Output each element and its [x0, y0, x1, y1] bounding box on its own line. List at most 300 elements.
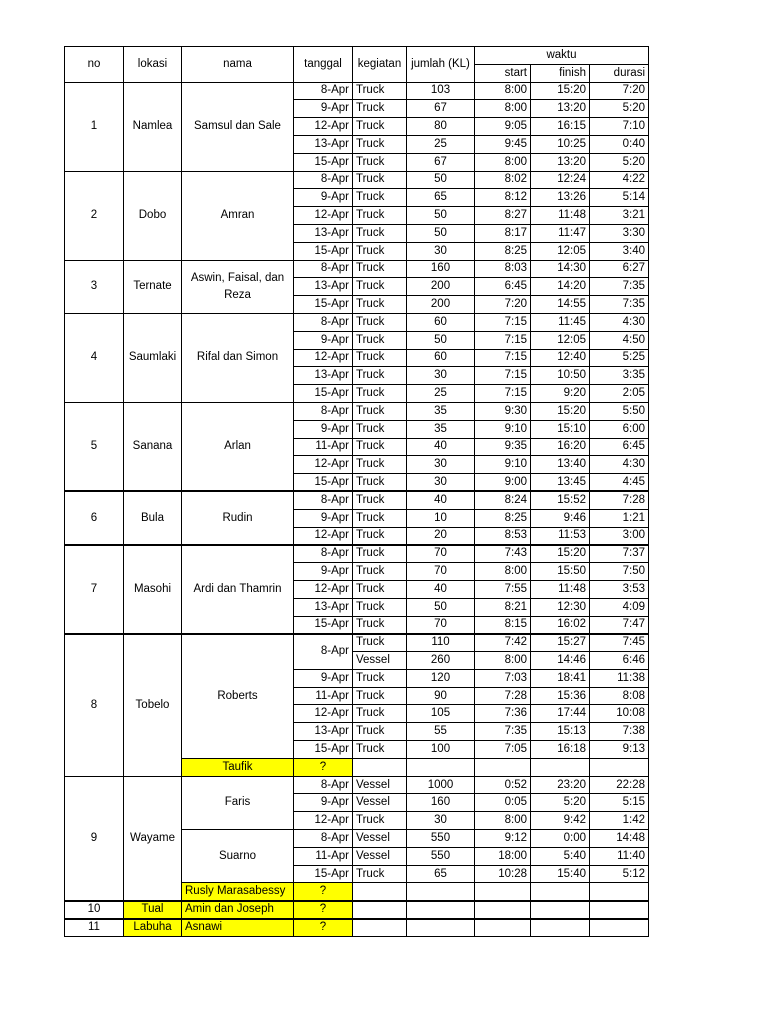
cell-finish: 10:50: [531, 367, 590, 385]
table-row: [65, 260, 649, 278]
cell-durasi: 7:37: [590, 545, 649, 563]
header-jumlah: jumlah (KL): [407, 47, 475, 83]
cell-start: 8:00: [475, 563, 531, 581]
cell-start: 8:25: [475, 509, 531, 527]
cell-jumlah: 1000: [407, 776, 475, 794]
cell-tanggal: 8-Apr: [294, 545, 353, 563]
cell-jumlah: [407, 883, 475, 901]
cell-tanggal: 9-Apr: [294, 509, 353, 527]
cell-start: 7:20: [475, 296, 531, 314]
cell-jumlah: 50: [407, 331, 475, 349]
cell-tanggal: 13-Apr: [294, 224, 353, 242]
cell-durasi: 5:14: [590, 189, 649, 207]
cell-durasi: 7:35: [590, 296, 649, 314]
cell-finish: 16:02: [531, 616, 590, 634]
cell-nama: Suarno: [182, 830, 294, 883]
cell-jumlah: 30: [407, 456, 475, 474]
cell-jumlah: 160: [407, 260, 475, 278]
cell-nama: Roberts: [182, 634, 294, 759]
cell-jumlah: 70: [407, 616, 475, 634]
cell-tanggal: 8-Apr: [294, 260, 353, 278]
cell-jumlah: 50: [407, 171, 475, 189]
cell-lokasi: Masohi: [124, 545, 182, 634]
cell-start: 0:05: [475, 794, 531, 812]
cell-lokasi: Sanana: [124, 402, 182, 491]
cell-jumlah: 50: [407, 207, 475, 225]
cell-durasi: 5:25: [590, 349, 649, 367]
cell-jumlah: 25: [407, 385, 475, 403]
cell-durasi: 1:21: [590, 509, 649, 527]
cell-durasi: 8:08: [590, 687, 649, 705]
cell-start: [475, 883, 531, 901]
cell-start: 8:00: [475, 812, 531, 830]
cell-no: 9: [65, 776, 124, 901]
cell-jumlah: 550: [407, 847, 475, 865]
cell-start: 8:02: [475, 171, 531, 189]
cell-tanggal: 13-Apr: [294, 723, 353, 741]
cell-start: 7:15: [475, 349, 531, 367]
cell-start: 7:05: [475, 741, 531, 759]
cell-jumlah: 30: [407, 812, 475, 830]
cell-finish: 15:36: [531, 687, 590, 705]
cell-start: [475, 919, 531, 937]
cell-jumlah: 110: [407, 634, 475, 652]
cell-start: 8:00: [475, 82, 531, 100]
cell-jumlah: 50: [407, 598, 475, 616]
cell-finish: [531, 901, 590, 919]
cell-kegiatan: Truck: [353, 385, 407, 403]
cell-durasi: 6:46: [590, 652, 649, 670]
cell-jumlah: 200: [407, 296, 475, 314]
cell-start: 9:05: [475, 118, 531, 136]
cell-jumlah: 25: [407, 135, 475, 153]
cell-finish: 11:53: [531, 527, 590, 545]
cell-durasi: 6:45: [590, 438, 649, 456]
cell-finish: 16:20: [531, 438, 590, 456]
cell-start: 7:43: [475, 545, 531, 563]
cell-finish: 15:13: [531, 723, 590, 741]
cell-kegiatan: Truck: [353, 509, 407, 527]
header-no: no: [65, 47, 124, 83]
cell-kegiatan: Truck: [353, 563, 407, 581]
cell-tanggal: 8-Apr: [294, 634, 353, 670]
table-row: [65, 634, 649, 652]
cell-durasi: 7:35: [590, 278, 649, 296]
cell-jumlah: 65: [407, 865, 475, 883]
cell-durasi: 3:21: [590, 207, 649, 225]
cell-durasi: 6:00: [590, 420, 649, 438]
cell-kegiatan: Truck: [353, 278, 407, 296]
cell-durasi: 1:42: [590, 812, 649, 830]
cell-nama: Rusly Marasabessy: [182, 883, 294, 901]
cell-durasi: 0:40: [590, 135, 649, 153]
cell-start: 7:15: [475, 313, 531, 331]
cell-finish: 15:27: [531, 634, 590, 652]
cell-tanggal: 9-Apr: [294, 100, 353, 118]
cell-jumlah: 67: [407, 100, 475, 118]
cell-kegiatan: Truck: [353, 171, 407, 189]
cell-tanggal: 12-Apr: [294, 456, 353, 474]
cell-start: [475, 758, 531, 776]
activity-table: [64, 46, 649, 937]
cell-tanggal: 15-Apr: [294, 865, 353, 883]
cell-tanggal: 9-Apr: [294, 669, 353, 687]
cell-kegiatan: Truck: [353, 153, 407, 171]
cell-kegiatan: Truck: [353, 331, 407, 349]
cell-jumlah: 10: [407, 509, 475, 527]
cell-durasi: 7:38: [590, 723, 649, 741]
cell-kegiatan: Truck: [353, 207, 407, 225]
cell-kegiatan: [353, 919, 407, 937]
cell-start: 8:00: [475, 153, 531, 171]
table-row: [65, 491, 649, 509]
cell-kegiatan: Vessel: [353, 652, 407, 670]
cell-start: 7:42: [475, 634, 531, 652]
cell-durasi: 2:05: [590, 385, 649, 403]
cell-nama: Rudin: [182, 491, 294, 544]
cell-start: 9:10: [475, 456, 531, 474]
table-row: [65, 545, 649, 563]
table-row: [65, 82, 649, 100]
cell-kegiatan: Truck: [353, 687, 407, 705]
cell-start: 7:36: [475, 705, 531, 723]
cell-jumlah: 260: [407, 652, 475, 670]
cell-tanggal: 12-Apr: [294, 349, 353, 367]
cell-jumlah: 30: [407, 474, 475, 492]
header-durasi: durasi: [590, 64, 649, 82]
cell-kegiatan: Truck: [353, 865, 407, 883]
cell-jumlah: 30: [407, 367, 475, 385]
cell-start: 10:28: [475, 865, 531, 883]
cell-start: 7:35: [475, 723, 531, 741]
cell-jumlah: 80: [407, 118, 475, 136]
cell-nama: Rifal dan Simon: [182, 313, 294, 402]
cell-finish: 15:20: [531, 545, 590, 563]
cell-tanggal: 12-Apr: [294, 705, 353, 723]
cell-no: 7: [65, 545, 124, 634]
cell-finish: 0:00: [531, 830, 590, 848]
cell-kegiatan: [353, 758, 407, 776]
cell-finish: 15:20: [531, 82, 590, 100]
cell-kegiatan: Vessel: [353, 847, 407, 865]
cell-kegiatan: Vessel: [353, 776, 407, 794]
cell-start: 8:03: [475, 260, 531, 278]
cell-jumlah: 40: [407, 491, 475, 509]
cell-start: 6:45: [475, 278, 531, 296]
cell-finish: 11:47: [531, 224, 590, 242]
cell-finish: 23:20: [531, 776, 590, 794]
cell-lokasi: Ternate: [124, 260, 182, 313]
cell-kegiatan: Truck: [353, 296, 407, 314]
cell-kegiatan: Truck: [353, 100, 407, 118]
cell-kegiatan: Truck: [353, 669, 407, 687]
header-lokasi: lokasi: [124, 47, 182, 83]
cell-start: 8:17: [475, 224, 531, 242]
cell-no: 6: [65, 491, 124, 544]
cell-durasi: 7:10: [590, 118, 649, 136]
cell-finish: 14:46: [531, 652, 590, 670]
cell-tanggal: ?: [294, 919, 353, 937]
header-waktu: waktu: [475, 47, 649, 65]
cell-jumlah: 20: [407, 527, 475, 545]
cell-jumlah: 40: [407, 580, 475, 598]
cell-jumlah: 70: [407, 545, 475, 563]
cell-tanggal: 8-Apr: [294, 82, 353, 100]
cell-finish: 5:20: [531, 794, 590, 812]
cell-tanggal: ?: [294, 758, 353, 776]
cell-lokasi: Wayame: [124, 776, 182, 901]
cell-tanggal: 9-Apr: [294, 189, 353, 207]
header-tanggal: tanggal: [294, 47, 353, 83]
cell-tanggal: 15-Apr: [294, 296, 353, 314]
cell-tanggal: 12-Apr: [294, 207, 353, 225]
cell-kegiatan: Truck: [353, 527, 407, 545]
cell-nama: Samsul dan Sale: [182, 82, 294, 171]
cell-durasi: 4:50: [590, 331, 649, 349]
cell-finish: 15:40: [531, 865, 590, 883]
cell-durasi: [590, 901, 649, 919]
cell-finish: 15:10: [531, 420, 590, 438]
cell-start: 7:55: [475, 580, 531, 598]
cell-jumlah: [407, 919, 475, 937]
cell-jumlah: 35: [407, 420, 475, 438]
cell-start: 8:12: [475, 189, 531, 207]
cell-lokasi: Dobo: [124, 171, 182, 260]
cell-finish: 10:25: [531, 135, 590, 153]
cell-tanggal: 8-Apr: [294, 491, 353, 509]
cell-start: 9:10: [475, 420, 531, 438]
cell-kegiatan: Vessel: [353, 830, 407, 848]
cell-tanggal: 9-Apr: [294, 420, 353, 438]
cell-nama: Aswin, Faisal, dan Reza: [182, 260, 294, 313]
cell-durasi: 4:30: [590, 456, 649, 474]
cell-kegiatan: Truck: [353, 438, 407, 456]
cell-start: 7:15: [475, 367, 531, 385]
cell-finish: 12:40: [531, 349, 590, 367]
cell-kegiatan: Truck: [353, 420, 407, 438]
cell-no: 10: [65, 901, 124, 919]
table-body: [65, 82, 649, 936]
cell-jumlah: 103: [407, 82, 475, 100]
cell-start: 7:15: [475, 385, 531, 403]
cell-durasi: 7:50: [590, 563, 649, 581]
cell-finish: 12:05: [531, 331, 590, 349]
cell-tanggal: 15-Apr: [294, 385, 353, 403]
table-row: [65, 919, 649, 937]
cell-finish: 12:05: [531, 242, 590, 260]
cell-nama: Arlan: [182, 402, 294, 491]
cell-finish: 9:46: [531, 509, 590, 527]
cell-tanggal: 8-Apr: [294, 313, 353, 331]
cell-no: 8: [65, 634, 124, 776]
cell-tanggal: 8-Apr: [294, 776, 353, 794]
cell-kegiatan: Truck: [353, 616, 407, 634]
cell-tanggal: 12-Apr: [294, 118, 353, 136]
cell-finish: 14:30: [531, 260, 590, 278]
cell-start: 9:45: [475, 135, 531, 153]
cell-durasi: 3:35: [590, 367, 649, 385]
cell-kegiatan: Truck: [353, 224, 407, 242]
cell-tanggal: 15-Apr: [294, 616, 353, 634]
cell-durasi: 5:20: [590, 100, 649, 118]
cell-kegiatan: Truck: [353, 135, 407, 153]
table-row: [65, 402, 649, 420]
cell-kegiatan: Truck: [353, 402, 407, 420]
cell-finish: 9:42: [531, 812, 590, 830]
cell-durasi: 3:40: [590, 242, 649, 260]
cell-jumlah: 67: [407, 153, 475, 171]
cell-jumlah: 65: [407, 189, 475, 207]
cell-start: 7:15: [475, 331, 531, 349]
cell-jumlah: 120: [407, 669, 475, 687]
cell-jumlah: 105: [407, 705, 475, 723]
table-row: [65, 776, 649, 794]
cell-durasi: 10:08: [590, 705, 649, 723]
cell-lokasi: Bula: [124, 491, 182, 544]
cell-durasi: 9:13: [590, 741, 649, 759]
cell-durasi: 4:22: [590, 171, 649, 189]
cell-jumlah: 40: [407, 438, 475, 456]
cell-durasi: [590, 919, 649, 937]
cell-no: 2: [65, 171, 124, 260]
cell-durasi: 5:12: [590, 865, 649, 883]
cell-tanggal: ?: [294, 901, 353, 919]
cell-tanggal: 8-Apr: [294, 171, 353, 189]
cell-kegiatan: Truck: [353, 118, 407, 136]
cell-tanggal: 13-Apr: [294, 598, 353, 616]
cell-tanggal: 11-Apr: [294, 438, 353, 456]
cell-no: 3: [65, 260, 124, 313]
cell-jumlah: 90: [407, 687, 475, 705]
cell-durasi: 3:00: [590, 527, 649, 545]
cell-jumlah: [407, 758, 475, 776]
cell-tanggal: ?: [294, 883, 353, 901]
cell-finish: 9:20: [531, 385, 590, 403]
cell-finish: 15:20: [531, 402, 590, 420]
cell-start: 8:53: [475, 527, 531, 545]
cell-jumlah: 100: [407, 741, 475, 759]
cell-durasi: 5:15: [590, 794, 649, 812]
cell-no: 5: [65, 402, 124, 491]
cell-start: 18:00: [475, 847, 531, 865]
cell-kegiatan: Truck: [353, 189, 407, 207]
cell-finish: [531, 919, 590, 937]
cell-tanggal: 11-Apr: [294, 687, 353, 705]
cell-jumlah: 200: [407, 278, 475, 296]
cell-kegiatan: Truck: [353, 545, 407, 563]
cell-nama: Amran: [182, 171, 294, 260]
cell-finish: 13:26: [531, 189, 590, 207]
cell-kegiatan: Truck: [353, 723, 407, 741]
cell-tanggal: 11-Apr: [294, 847, 353, 865]
cell-finish: 5:40: [531, 847, 590, 865]
cell-finish: 13:20: [531, 100, 590, 118]
cell-kegiatan: Truck: [353, 634, 407, 652]
cell-kegiatan: Truck: [353, 82, 407, 100]
cell-kegiatan: Truck: [353, 260, 407, 278]
cell-finish: 15:50: [531, 563, 590, 581]
cell-kegiatan: Truck: [353, 580, 407, 598]
cell-kegiatan: Truck: [353, 491, 407, 509]
cell-start: 8:21: [475, 598, 531, 616]
cell-durasi: 11:40: [590, 847, 649, 865]
cell-durasi: [590, 883, 649, 901]
cell-kegiatan: [353, 901, 407, 919]
cell-no: 4: [65, 313, 124, 402]
cell-jumlah: [407, 901, 475, 919]
cell-durasi: 14:48: [590, 830, 649, 848]
cell-finish: [531, 758, 590, 776]
cell-lokasi: Labuha: [124, 919, 182, 937]
cell-nama: Taufik: [182, 758, 294, 776]
cell-jumlah: 160: [407, 794, 475, 812]
cell-durasi: 3:53: [590, 580, 649, 598]
cell-durasi: 7:47: [590, 616, 649, 634]
cell-start: 0:52: [475, 776, 531, 794]
cell-start: 8:00: [475, 100, 531, 118]
cell-finish: 14:55: [531, 296, 590, 314]
cell-tanggal: 9-Apr: [294, 563, 353, 581]
cell-jumlah: 70: [407, 563, 475, 581]
cell-start: 7:03: [475, 669, 531, 687]
cell-kegiatan: Truck: [353, 812, 407, 830]
cell-start: 7:28: [475, 687, 531, 705]
cell-kegiatan: Truck: [353, 705, 407, 723]
cell-lokasi: Namlea: [124, 82, 182, 171]
cell-finish: 12:30: [531, 598, 590, 616]
header-finish: finish: [531, 64, 590, 82]
cell-durasi: 3:30: [590, 224, 649, 242]
cell-lokasi: Tobelo: [124, 634, 182, 776]
cell-nama: Faris: [182, 776, 294, 829]
cell-lokasi: Tual: [124, 901, 182, 919]
cell-kegiatan: Truck: [353, 741, 407, 759]
cell-durasi: 22:28: [590, 776, 649, 794]
cell-finish: [531, 883, 590, 901]
cell-jumlah: 550: [407, 830, 475, 848]
cell-finish: 16:18: [531, 741, 590, 759]
cell-durasi: 7:28: [590, 491, 649, 509]
cell-jumlah: 50: [407, 224, 475, 242]
cell-jumlah: 35: [407, 402, 475, 420]
cell-kegiatan: Truck: [353, 598, 407, 616]
cell-tanggal: 15-Apr: [294, 474, 353, 492]
cell-tanggal: 15-Apr: [294, 741, 353, 759]
header-kegiatan: kegiatan: [353, 47, 407, 83]
table-row: [65, 313, 649, 331]
cell-durasi: 5:20: [590, 153, 649, 171]
header-nama: nama: [182, 47, 294, 83]
cell-jumlah: 60: [407, 313, 475, 331]
cell-tanggal: 12-Apr: [294, 527, 353, 545]
cell-tanggal: 13-Apr: [294, 135, 353, 153]
cell-durasi: 4:45: [590, 474, 649, 492]
cell-kegiatan: Vessel: [353, 794, 407, 812]
cell-tanggal: 12-Apr: [294, 812, 353, 830]
cell-finish: 14:20: [531, 278, 590, 296]
cell-finish: 11:48: [531, 207, 590, 225]
cell-start: 8:00: [475, 652, 531, 670]
cell-start: 9:12: [475, 830, 531, 848]
cell-finish: 12:24: [531, 171, 590, 189]
cell-tanggal: 15-Apr: [294, 242, 353, 260]
cell-jumlah: 30: [407, 242, 475, 260]
cell-tanggal: 8-Apr: [294, 830, 353, 848]
cell-nama: Asnawi: [182, 919, 294, 937]
cell-finish: 11:48: [531, 580, 590, 598]
cell-durasi: 11:38: [590, 669, 649, 687]
cell-start: [475, 901, 531, 919]
